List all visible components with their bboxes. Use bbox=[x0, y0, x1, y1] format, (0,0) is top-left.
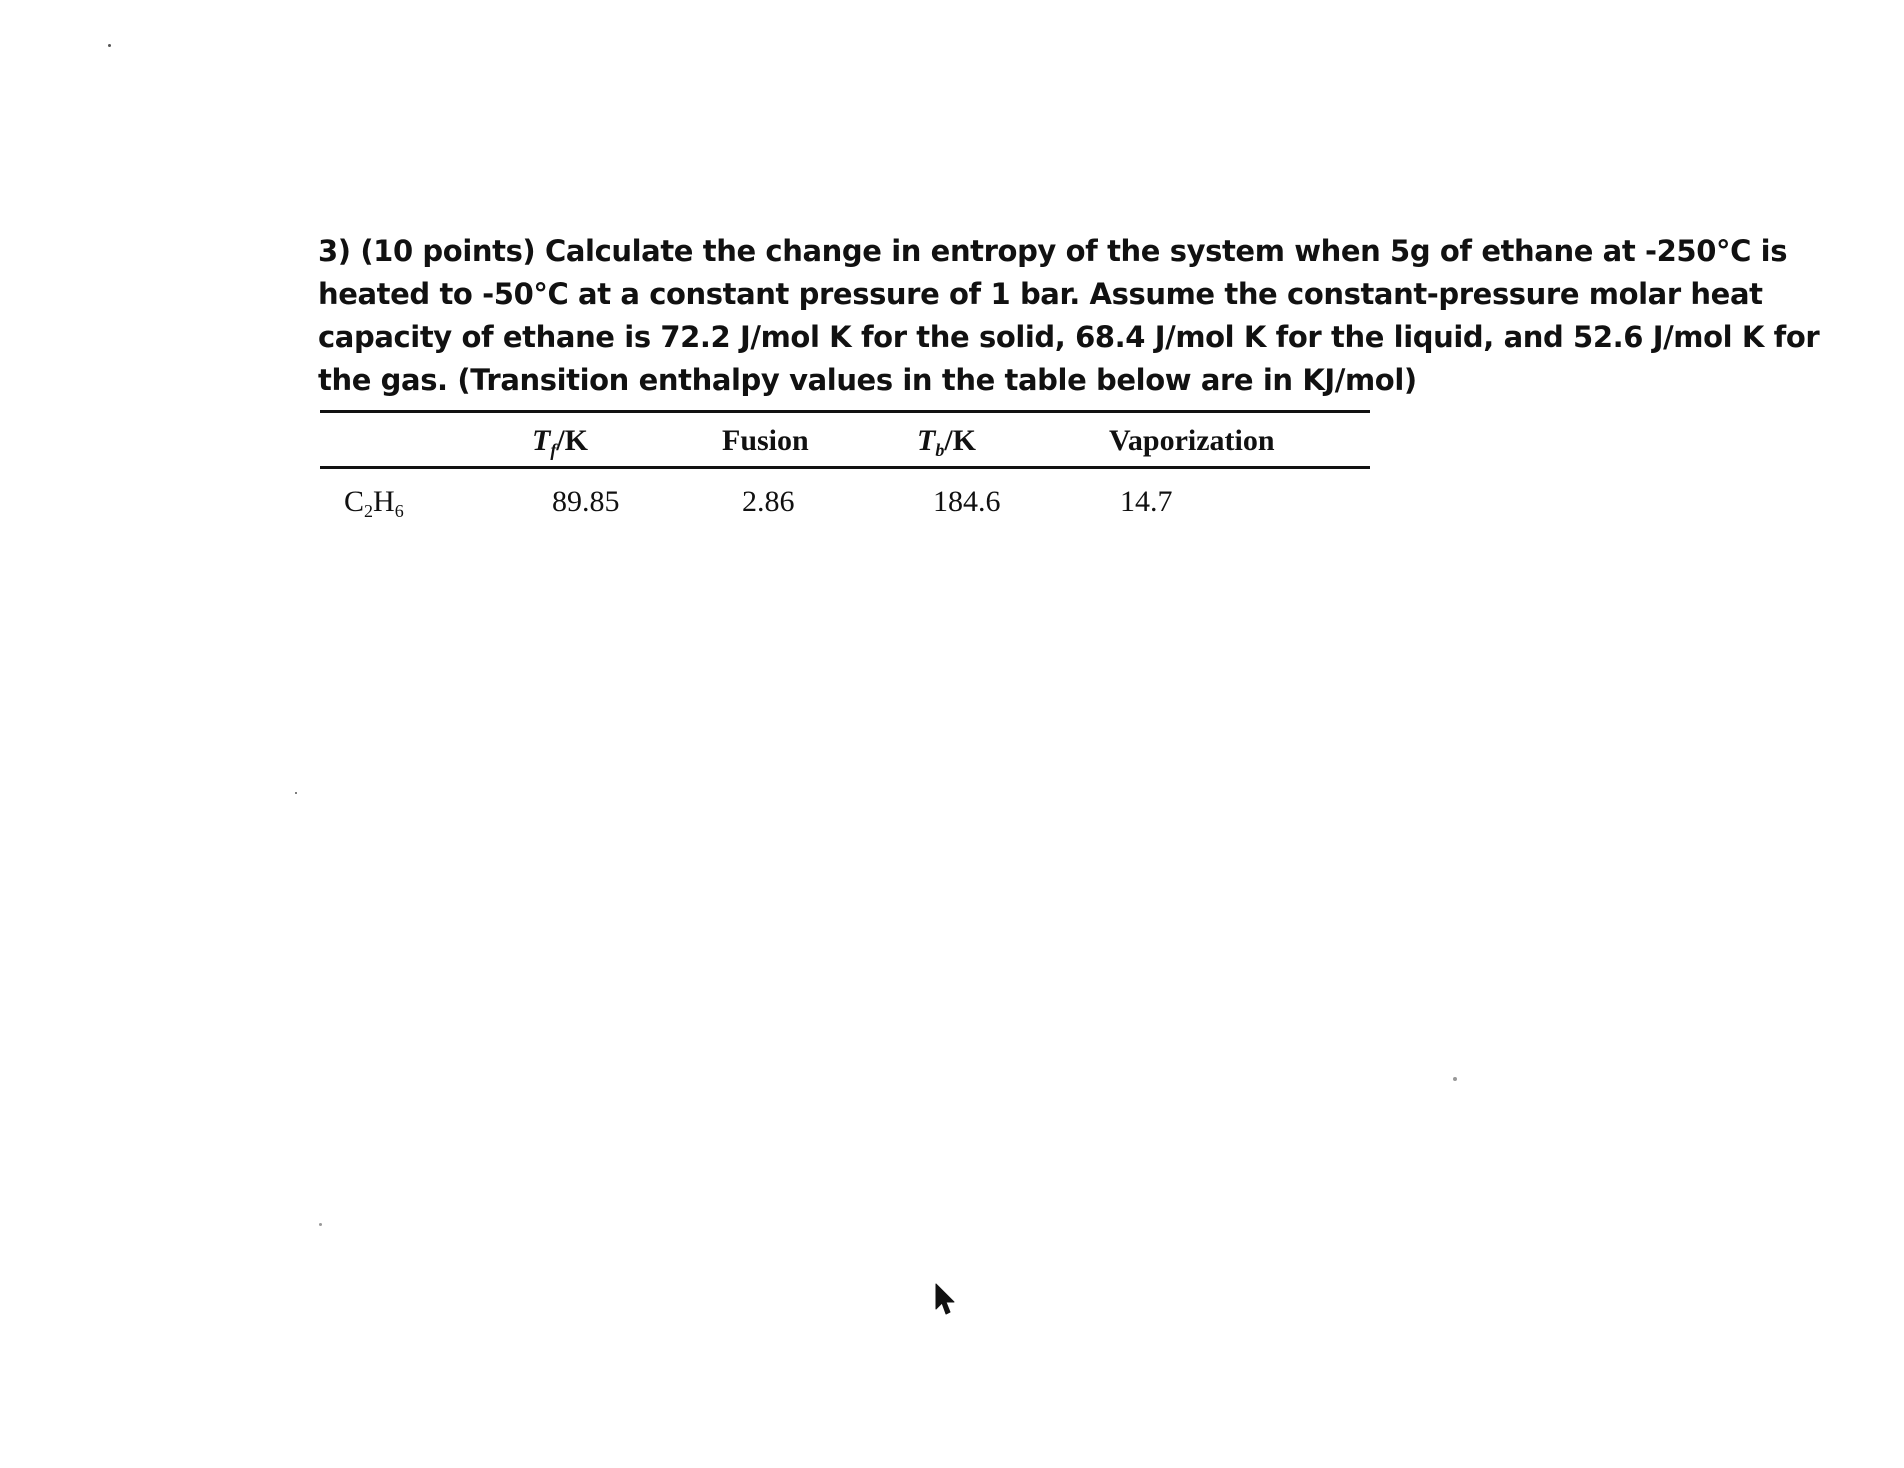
table-top-rule bbox=[320, 410, 1370, 413]
cell-tb: 184.6 bbox=[933, 485, 1001, 518]
question-line: heated to -50°C at a constant pressure of 1 bar. Assume the constant-pressure molar heat bbox=[318, 277, 1763, 311]
question-line: 3) (10 points) Calculate the change in entropy of the system when 5g of ethane at -250°C is bbox=[318, 234, 1788, 268]
header-tb-symbol: T bbox=[917, 424, 936, 457]
header-fusion: Fusion bbox=[722, 424, 809, 457]
compound-c-sub: 2 bbox=[364, 501, 374, 521]
scan-speck bbox=[319, 1223, 322, 1226]
table-header-rule bbox=[320, 466, 1370, 469]
scan-speck bbox=[1453, 1077, 1457, 1081]
header-tf bbox=[532, 424, 588, 461]
scan-speck bbox=[108, 44, 111, 47]
question-line: capacity of ethane is 72.2 J/mol K for the solid, 68.4 J/mol K for the liquid, and 52.6 J/mol K for bbox=[318, 320, 1820, 354]
scan-speck bbox=[295, 792, 297, 794]
compound-h-sub: 6 bbox=[394, 501, 404, 521]
header-tf-symbol: T bbox=[532, 424, 551, 457]
cell-fusion: 2.86 bbox=[742, 485, 795, 518]
cell-compound bbox=[344, 485, 404, 522]
header-tb bbox=[917, 424, 976, 461]
mouse-pointer-icon bbox=[934, 1283, 956, 1317]
header-vaporization: Vaporization bbox=[1109, 424, 1275, 457]
compound-h: H bbox=[373, 485, 395, 518]
header-tb-unit: /K bbox=[944, 424, 976, 457]
header-tf-unit: /K bbox=[556, 424, 588, 457]
question-text bbox=[318, 230, 1820, 402]
question-line: the gas. (Transition enthalpy values in the table below are in KJ/mol) bbox=[318, 363, 1417, 397]
cell-vaporization: 14.7 bbox=[1120, 485, 1173, 518]
header-tf-sub: f bbox=[550, 440, 557, 460]
compound-c: C bbox=[344, 485, 365, 518]
header-tb-sub: b bbox=[935, 440, 945, 460]
cell-tf: 89.85 bbox=[552, 485, 620, 518]
